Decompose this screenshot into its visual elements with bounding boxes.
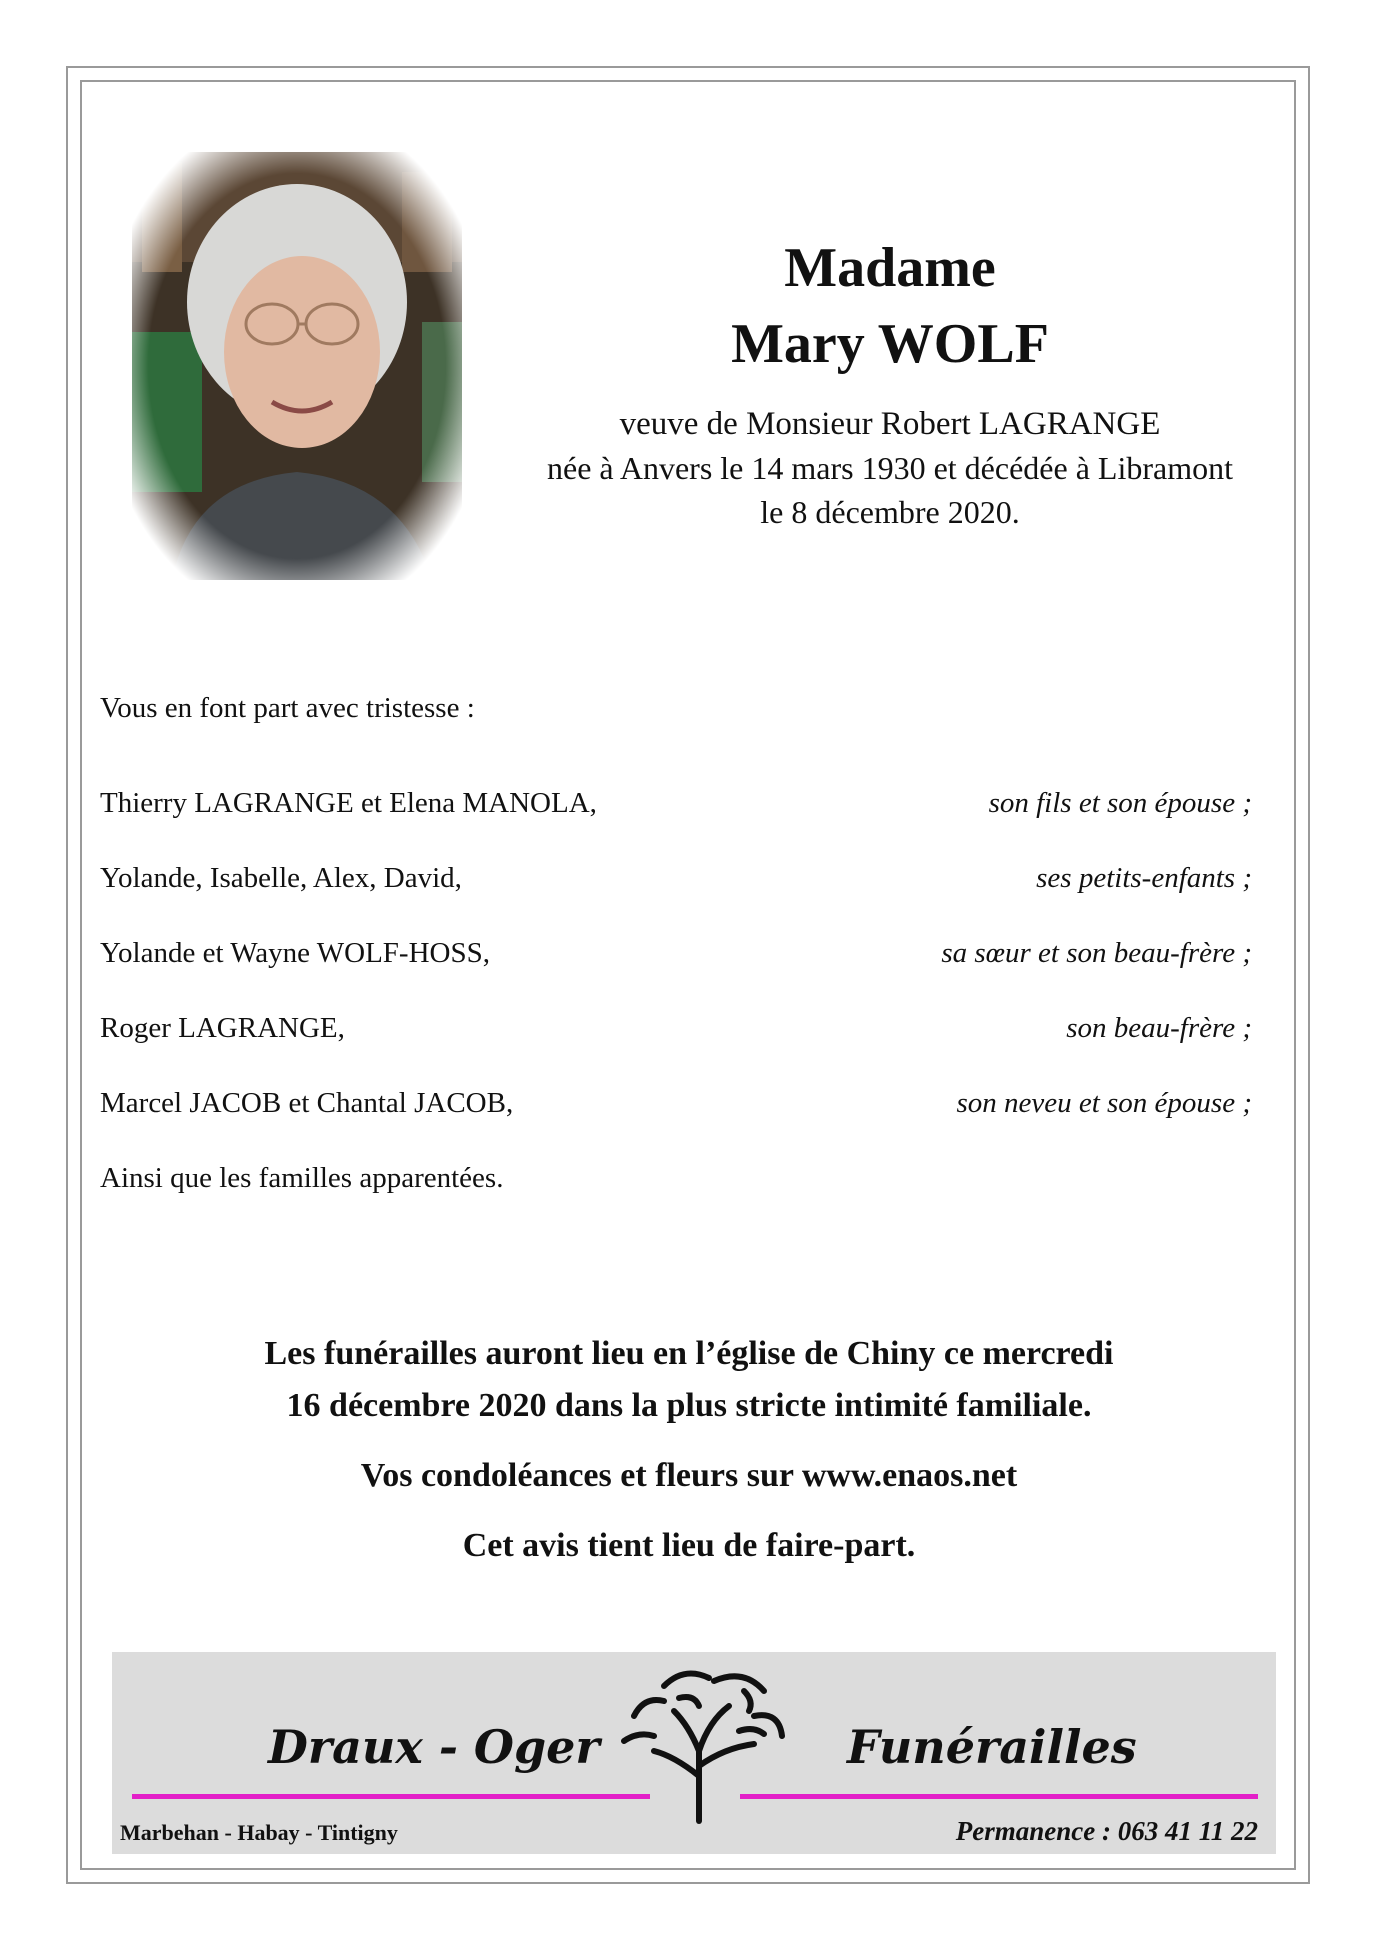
family-names: Thierry LAGRANGE et Elena MANOLA,: [100, 787, 597, 819]
family-relation: son fils et son épouse ;: [988, 787, 1252, 819]
family-relation: ses petits-enfants ;: [1036, 862, 1252, 894]
funeral-line-2: 16 décembre 2020 dans la plus stricte intimité familiale.: [286, 1387, 1092, 1424]
condolences-line: Vos condoléances et fleurs sur www.enaos.net: [360, 1457, 1018, 1494]
funeral-home-towns: Marbehan - Habay - Tintigny: [120, 1820, 398, 1845]
accent-line-right: [740, 1794, 1258, 1799]
family-names: Marcel JACOB et Chantal JACOB,: [100, 1087, 514, 1119]
funeral-home-phone: Permanence : 063 41 11 22: [955, 1816, 1258, 1846]
family-row: [100, 783, 1252, 858]
family-relation: son beau-frère ;: [1066, 1012, 1252, 1044]
funeral-home-name: Draux - Oger: [268, 1720, 600, 1774]
family-intro: Vous en font part avec tristesse :: [100, 692, 475, 724]
family-names: Roger LAGRANGE,: [100, 1012, 345, 1044]
funeral-info: [90, 1328, 1288, 1572]
family-row: [100, 1008, 1252, 1083]
birth-death-line: née à Anvers le 14 mars 1930 et décédée à Libramont: [547, 450, 1233, 486]
funeral-home-service: Funérailles: [847, 1720, 1137, 1774]
family-list: [100, 688, 1252, 1198]
family-relation: sa sœur et son beau-frère ;: [941, 937, 1252, 969]
family-row: [100, 933, 1252, 1008]
deceased-title: Madame: [784, 237, 996, 299]
family-closing: Ainsi que les familles apparentées.: [100, 1162, 504, 1194]
family-row: [100, 1083, 1252, 1158]
notice-line: Cet avis tient lieu de faire-part.: [462, 1527, 916, 1564]
portrait-photo: [132, 152, 462, 580]
accent-line-left: [132, 1794, 650, 1799]
family-relation: son neveu et son épouse ;: [956, 1087, 1252, 1119]
tree-icon: [604, 1656, 794, 1826]
deceased-name: Mary WOLF: [731, 313, 1049, 375]
deceased-header: [520, 230, 1260, 534]
family-row: [100, 858, 1252, 933]
family-names: Yolande, Isabelle, Alex, David,: [100, 862, 462, 894]
funeral-line-1: Les funérailles auront lieu en l’église de Chiny ce mercredi: [264, 1335, 1114, 1372]
widow-of-line: veuve de Monsieur Robert LAGRANGE: [619, 406, 1161, 442]
death-date-line: le 8 décembre 2020.: [760, 494, 1020, 530]
funeral-home-banner: [112, 1652, 1276, 1854]
family-names: Yolande et Wayne WOLF-HOSS,: [100, 937, 490, 969]
